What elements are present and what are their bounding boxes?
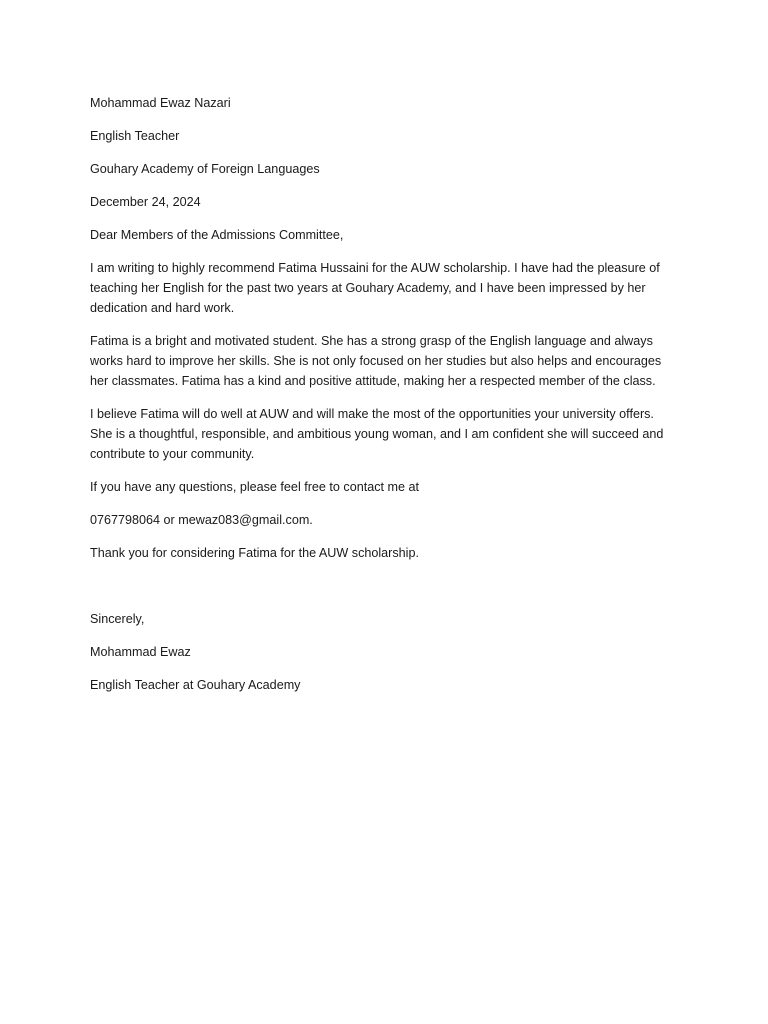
contact-line: If you have any questions, please feel free to contact me at [90, 480, 420, 494]
body-paragraph-1: I am writing to highly recommend Fatima Hussaini for the AUW scholarship. I have had the pleasure of teaching her English for the past two years at Gouhary Academy, and I have been impressed by her dedication and hard work. [90, 261, 660, 315]
contact-details: 0767798064 or mewaz083@gmail.com. [90, 513, 313, 527]
sender-title: English Teacher [90, 129, 180, 143]
body-paragraph-2: Fatima is a bright and motivated student. She has a strong grasp of the English language and always works hard to improve her skills. She is not only focused on her studies but also helps and encourages her classmates. Fatima has a kind and positive attitude, making her a respected member of the class. [90, 334, 662, 388]
signature-name: Mohammad Ewaz [90, 645, 191, 659]
salutation: Dear Members of the Admissions Committee, [90, 228, 344, 242]
sender-name: Mohammad Ewaz Nazari [90, 96, 231, 110]
valediction: Sincerely, [90, 612, 145, 626]
thanks-line: Thank you for considering Fatima for the AUW scholarship. [90, 546, 419, 560]
closing-spacer [90, 576, 670, 609]
sender-institution: Gouhary Academy of Foreign Languages [90, 162, 320, 176]
letter-date: December 24, 2024 [90, 195, 201, 209]
signature-title: English Teacher at Gouhary Academy [90, 678, 301, 692]
body-paragraph-3: I believe Fatima will do well at AUW and will make the most of the opportunities your university offers. She is a thoughtful, responsible, and ambitious young woman, and I am confident she will succeed and contribute to your community. [90, 407, 664, 461]
recommendation-letter [90, 93, 670, 708]
